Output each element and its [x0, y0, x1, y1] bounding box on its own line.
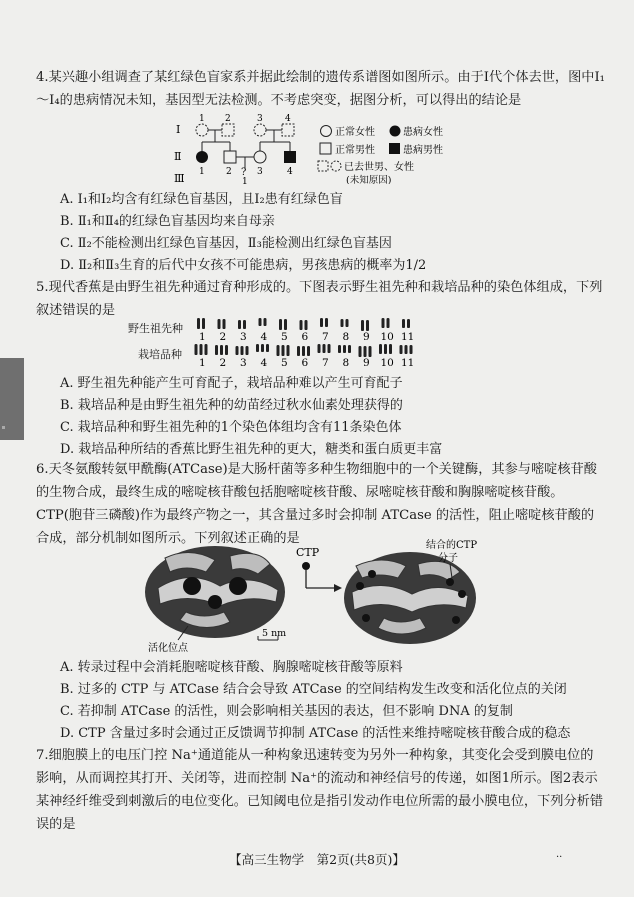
pedigree-II4-affected-male: [284, 151, 296, 163]
cultivar-chromosome: [379, 344, 382, 354]
q5-option-d: D. 栽培品种所结的香蕉比野生祖先种的更大，糖类和蛋白质更丰富: [60, 442, 443, 457]
gen-label-2: Ⅱ: [174, 150, 182, 163]
cultivar-chromosome: [200, 344, 203, 355]
wild-number: 5: [281, 331, 288, 343]
wild-chromosome: [305, 320, 308, 330]
wild-chromosome: [243, 320, 246, 329]
cultivar-chromosome: [405, 345, 408, 354]
wild-number: 10: [380, 331, 394, 343]
wild-chromosome: [264, 318, 267, 326]
wild-chromosome: [238, 320, 241, 329]
pedigree-II2-male: [224, 151, 236, 163]
row-label-wild: 野生祖先种: [128, 322, 183, 335]
q5-option-c: C. 栽培品种和野生祖先种的1个染色体组均含有11条染色体: [60, 420, 402, 435]
q6-option-a: A. 转录过程中会消耗胞嘧啶核苷酸、胸腺嘧啶核苷酸等原料: [60, 660, 403, 675]
atcase-figure: [120, 536, 540, 654]
wild-chromosome: [407, 319, 410, 328]
cultivar-chromosome: [287, 345, 290, 356]
cultivar-chromosome: [348, 345, 351, 353]
legend-deceased: 已去世男、女性: [344, 162, 414, 173]
wild-number: 7: [322, 331, 329, 343]
wild-chromosome: [259, 318, 262, 326]
cultivar-chromosome: [282, 345, 285, 356]
wild-chromosome: [223, 319, 226, 329]
cultivar-chromosome: [323, 344, 326, 353]
pedigree-figure: [150, 112, 490, 184]
gen2-num-2: 2: [226, 167, 232, 177]
atcase-inhibited-form: [344, 552, 476, 644]
gen3-num-1: 1: [242, 177, 248, 184]
wild-chromosome: [197, 318, 200, 329]
gen3-unknown: ?: [241, 167, 247, 178]
wild-number: 2: [219, 331, 227, 343]
cultivar-chromosome: [389, 344, 392, 354]
wild-chromosome: [284, 319, 287, 330]
cultivar-chromosome: [338, 345, 341, 353]
cultivar-chromosome: [266, 344, 269, 352]
cultivar-chromosome: [225, 345, 228, 355]
wild-chromosome: [341, 319, 344, 327]
gen2-num-4: 4: [287, 167, 293, 177]
wild-chromosome: [202, 318, 205, 329]
cultivar-chromosome: [205, 344, 208, 355]
row-label-cultivar: 栽培品种: [138, 348, 182, 361]
wild-number: 8: [342, 331, 350, 343]
cultivar-number: 9: [363, 357, 370, 369]
bound-ctp-label-2: 分子: [438, 553, 458, 564]
gen-label-1: Ⅰ: [176, 123, 181, 136]
cultivar-number: 10: [380, 357, 394, 369]
legend-normal-male: 正常男性: [335, 145, 375, 156]
wild-chromosome: [325, 318, 328, 327]
cultivar-chromosome: [297, 346, 300, 356]
wild-number: 3: [240, 331, 247, 343]
cultivar-chromosome: [307, 346, 310, 356]
gen-label-3: Ⅲ: [174, 172, 185, 184]
scale-bar-label: 5 nm: [262, 628, 287, 639]
gen1-num-1: 1: [199, 114, 205, 124]
cultivar-chromosome: [328, 344, 331, 353]
wild-chromosome: [361, 320, 364, 331]
cultivar-chromosome: [261, 344, 264, 352]
cultivar-chromosome: [220, 345, 223, 355]
wild-number: 6: [301, 331, 309, 343]
question-5-stem: 5.现代香蕉是由野生祖先种通过育种形成的。下图表示野生祖先种和栽培品种的染色体组成，下列叙述错误的是: [36, 280, 603, 318]
wild-chromosome: [402, 319, 405, 328]
pedigree-II3-female: [254, 151, 266, 163]
active-site-label: 活化位点: [148, 643, 188, 654]
pedigree-II1-affected-female: [196, 151, 208, 163]
gen1-num-4: 4: [285, 114, 291, 124]
q5-option-b: B. 栽培品种是由野生祖先种的幼苗经过秋水仙素处理获得的: [60, 398, 403, 413]
legend-normal-female: 正常女性: [335, 127, 375, 138]
legend-deceased-note: (未知原因): [346, 175, 392, 184]
cultivar-number: 4: [260, 357, 268, 369]
pedigree-I4-male: [282, 124, 294, 136]
legend-affected-female: 患病女性: [403, 127, 443, 138]
gen2-num-1: 1: [199, 167, 205, 177]
cultivar-chromosome: [359, 346, 362, 357]
cultivar-chromosome: [241, 346, 244, 355]
bound-ctp-label-1: 结合的CTP: [426, 540, 478, 551]
wild-chromosome: [382, 318, 385, 328]
q6-option-c: C. 若抑制 ATCase 的活性，则会影响相关基因的表达，但不影响 DNA 的复制: [60, 704, 513, 719]
q5-option-a: A. 野生祖先种能产生可育配子，栽培品种难以产生可育配子: [60, 376, 403, 391]
gen1-num-2: 2: [225, 114, 231, 124]
cultivar-number: 1: [199, 357, 206, 369]
cultivar-chromosome: [384, 344, 387, 354]
cultivar-chromosome: [400, 345, 403, 354]
cultivar-number: 2: [219, 357, 227, 369]
cultivar-number: 6: [301, 357, 309, 369]
cultivar-chromosome: [277, 345, 280, 356]
footer-text: 【高三生物学 第2页(共8页)】: [229, 852, 405, 867]
wild-number: 11: [401, 331, 415, 343]
question-6-stem: 6.天冬氨酸转氨甲酰酶(ATCase)是大肠杆菌等多种生物细胞中的一个关键酶，其参与嘧啶核苷酸的生物合成，最终生成的嘧啶核苷酸包括胞嘧啶核苷酸、尿嘧啶核苷酸和胸腺嘧啶核苷酸。CTP(胞苷三磷酸)作为最终产物之一，其含量过多时会抑制 ATCase 的活性，阻止嘧啶核苷酸的合成，部分机制如图所示。下列叙述正确的是: [36, 462, 597, 546]
page-edge-tab: [0, 358, 24, 440]
q6-option-d: D. CTP 含量过多时会通过正反馈调节抑制 ATCase 的活性来维持嘧啶核苷酸合成的稳态: [60, 726, 571, 741]
wild-number: 9: [363, 331, 370, 343]
gen1-num-3: 3: [257, 114, 263, 124]
pedigree-I2-male: [222, 124, 234, 136]
cultivar-chromosome: [343, 345, 346, 353]
cultivar-chromosome: [318, 344, 321, 353]
q4-option-d: D. Ⅱ₂和Ⅱ₃生育的后代中女孩不可能患病，男孩患病的概率为1/2: [60, 258, 427, 273]
question-4: [36, 66, 606, 112]
pedigree-I3-female: [254, 124, 266, 136]
wild-chromosome: [366, 320, 369, 331]
ctp-label: CTP: [296, 546, 320, 559]
cultivar-chromosome: [246, 346, 249, 355]
cultivar-chromosome: [410, 345, 413, 354]
wild-chromosome: [387, 318, 390, 328]
question-7-stem: 7.细胞膜上的电压门控 Na⁺通道能从一种构象迅速转变为另外一种构象，其变化会受到膜电位的影响，从而调控其打开、关闭等，进而控制 Na⁺的流动和神经信号的传递，如图1所示。图2表示某神经纤维受到刺激后的电位变化。已知阈电位是指引发动作电位所需的最小膜电位，下列分析错误的是: [36, 748, 604, 832]
cultivar-number: 3: [240, 357, 247, 369]
cultivar-chromosome: [256, 344, 259, 352]
cultivar-number: 5: [281, 357, 288, 369]
chromosome-figure: [190, 316, 570, 376]
wild-number: 1: [199, 331, 206, 343]
cultivar-chromosome: [215, 345, 218, 355]
cultivar-chromosome: [364, 346, 367, 357]
atcase-active-form: [145, 546, 285, 638]
question-4-stem: 4.某兴趣小组调查了某红绿色盲家系并据此绘制的遗传系谱图如图所示。由于Ⅰ代个体去世，图中Ⅰ₁～Ⅰ₄的患病情况未知，基因型无法检测。不考虑突变，据图分析，可以得出的结论是: [36, 70, 605, 108]
q6-option-b: B. 过多的 CTP 与 ATCase 结合会导致 ATCase 的空间结构发生改变和活化位点的关闭: [60, 682, 567, 697]
gen2-num-3: 3: [257, 167, 263, 177]
cultivar-number: 7: [322, 357, 329, 369]
wild-number: 4: [260, 331, 268, 343]
cultivar-chromosome: [195, 344, 198, 355]
page-footer: [0, 850, 634, 868]
legend-affected-male: 患病男性: [403, 145, 443, 156]
wild-chromosome: [320, 318, 323, 327]
cultivar-number: 8: [342, 357, 350, 369]
wild-chromosome: [346, 319, 349, 327]
cultivar-number: 11: [401, 357, 415, 369]
q4-option-b: B. Ⅱ₁和Ⅱ₄的红绿色盲基因均来自母亲: [60, 214, 275, 229]
pedigree-I1-female: [196, 124, 208, 136]
cultivar-chromosome: [236, 346, 239, 355]
footer-dots: ··: [556, 852, 563, 863]
cultivar-chromosome: [302, 346, 305, 356]
cultivar-chromosome: [369, 346, 372, 357]
wild-chromosome: [300, 320, 303, 330]
q4-option-c: C. Ⅱ₂不能检测出红绿色盲基因，Ⅱ₃能检测出红绿色盲基因: [60, 236, 392, 251]
question-7: [36, 744, 606, 836]
wild-chromosome: [279, 319, 282, 330]
q4-option-a: A. Ⅰ₁和Ⅰ₂均含有红绿色盲基因，且Ⅰ₂患有红绿色盲: [60, 192, 343, 207]
wild-chromosome: [218, 319, 221, 329]
